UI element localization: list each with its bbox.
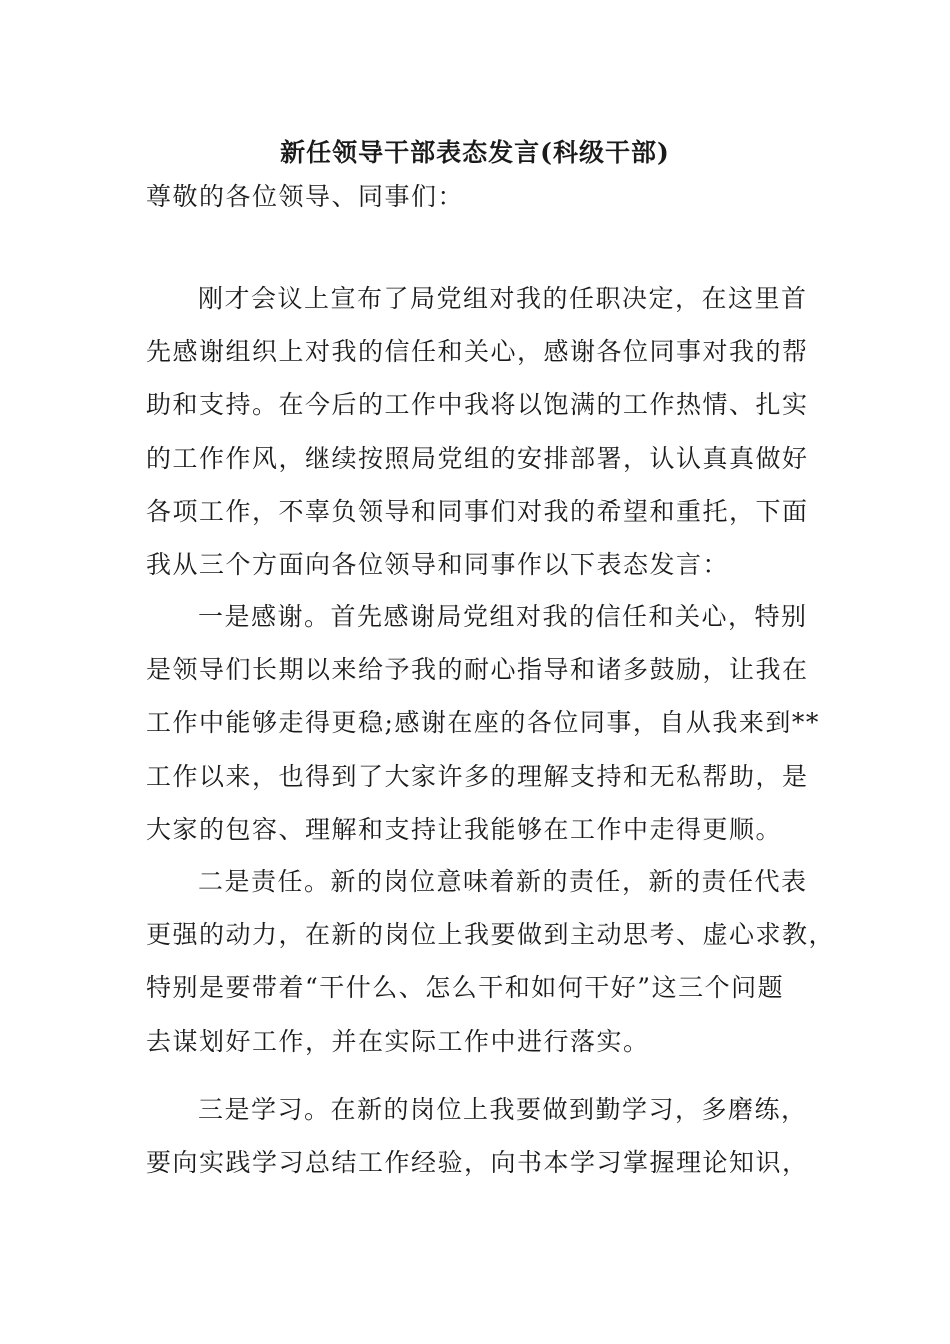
text-line: 的工作作风，继续按照局党组的安排部署，认认真真做好 [146, 443, 809, 473]
text-line: 要向实践学习总结工作经验，向书本学习掌握理论知识， [146, 1148, 809, 1177]
text-line: 是领导们长期以来给予我的耐心指导和诸多鼓励，让我在 [146, 655, 809, 685]
text-line: 三是学习。在新的岗位上我要做到勤学习，多磨练， [198, 1095, 808, 1124]
paragraph-learning [146, 1083, 809, 1189]
salutation: 尊敬的各位领导、同事们： [146, 182, 465, 211]
paragraph-intro [146, 272, 809, 591]
text-line: 去谋划好工作，并在实际工作中进行落实。 [146, 1026, 650, 1056]
text-line: 先感谢组织上对我的信任和关心，感谢各位同事对我的帮 [146, 337, 809, 367]
paragraph-gratitude [146, 590, 820, 856]
text-line: 大家的包容、理解和支持让我能够在工作中走得更顺。 [146, 814, 783, 844]
text-line: 二是责任。新的岗位意味着新的责任，新的责任代表 [198, 867, 808, 896]
text-line: 特别是要带着“干什么、怎么干和如何干好”这三个问题 [146, 973, 785, 1003]
paragraph-responsibility [146, 855, 836, 1068]
text-line: 更强的动力，在新的岗位上我要做到主动思考、虚心求教， [146, 920, 836, 950]
text-line: 工作中能够走得更稳;感谢在座的各位同事，自从我来到** [146, 708, 820, 738]
document-title: 新任领导干部表态发言(科级干部) [280, 138, 670, 167]
text-line: 助和支持。在今后的工作中我将以饱满的工作热情、扎实 [146, 390, 809, 420]
text-line: 一是感谢。首先感谢局党组对我的信任和关心，特别 [198, 602, 808, 631]
text-line: 工作以来，也得到了大家许多的理解支持和无私帮助，是 [146, 761, 809, 791]
text-line: 我从三个方面向各位领导和同事作以下表态发言： [146, 549, 730, 579]
text-line: 刚才会议上宣布了局党组对我的任职决定，在这里首 [198, 284, 808, 313]
text-line: 各项工作，不辜负领导和同事们对我的希望和重托，下面 [146, 496, 809, 526]
